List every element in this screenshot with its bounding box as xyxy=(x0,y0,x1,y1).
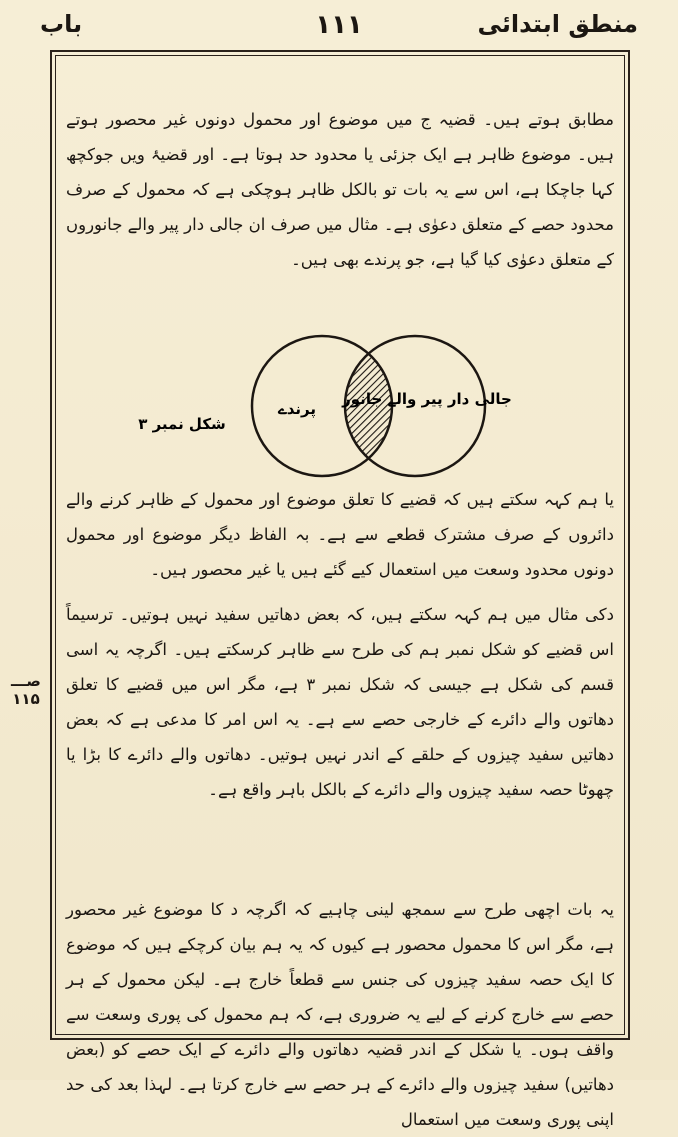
chapter-label: باب xyxy=(40,10,83,38)
paragraph-1 xyxy=(66,102,614,277)
text-frame xyxy=(50,50,630,1129)
paragraph-2 xyxy=(66,482,614,587)
paragraph-text: مطابق ہوتے ہیں۔ قضیہ ج میں موضوع اور محمول دونوں غیر محصور ہوتے ہیں۔ موضوع ظاہر ہے ایک جزئی یا محدود حد ہوتا ہے۔ اور قضیۂ ویں جوکچھ کہا جاچکا ہے، اس سے یہ بات تو بالکل ظاہر ہوچکی ہے کہ محمول کے صرف محدود حصے کے متعلق دعوٰی ہے۔ مثال میں صرف ان جالی دار پیر والے جانوروں کے متعلق دعوٰی کیا گیا ہے، جو پرندے بھی ہیں۔ xyxy=(66,110,614,269)
right-circle-label: جالی دار پیر والے جانور xyxy=(342,390,512,408)
running-title: منطق ابتدائی xyxy=(477,10,638,38)
margin-page-reference: صـــ ۱۱۵ xyxy=(11,672,41,708)
paragraph-text: یہ بات اچھی طرح سے سمجھ لینی چاہیے کہ اگرچہ د کا موضوع غیر محصور ہے، مگر اس کا محمول محصور ہے کیوں کہ یہ ہم بیان کرچکے ہیں کہ موضوع کا ایک حصہ سفید چیزوں کی جنس سے قطعاً خارج ہے۔ لیکن محمول کے ہر حصے سے خارج کرنے کے لیے یہ ضروری ہے، کہ ہم محمول کی پوری وسعت سے واقف ہوں۔ یا شکل کے اندر قضیہ دھاتوں والے دائرے کے ایک حصے کو (بعض دھاتیں) سفید چیزوں والے دائرے کے ہر حصے سے خارج کرتا ہے۔ لہذا بعد کی حد اپنی پوری وسعت میں استعمال xyxy=(66,900,614,1129)
paragraph-3 xyxy=(66,597,614,807)
left-circle-label: پرندے xyxy=(277,400,317,418)
paragraph-4 xyxy=(66,892,614,1137)
page-header xyxy=(40,8,638,46)
paragraph-text: دکی مثال میں ہم کہہ سکتے ہیں، کہ بعض دھاتیں سفید نہیں ہوتیں۔ ترسیماً اس قضیے کو شکل نمبر ہم کی طرح سے ظاہر کرسکتے ہیں۔ اگرچہ یہ اسی قسم کی شکل ہے جیسی کہ شکل نمبر ۳ ہے، مگر اس میں قضیے کا تعلق دھاتوں والے دائرے کے خارجی حصے سے ہے۔ یہ اس امر کا مدعی ہے کہ بعض دھاتیں سفید چیزوں کے حلقے کے اندر نہیں ہوتیں۔ دھاتوں والے دائرے کا بڑا یا چھوٹا حصہ سفید چیزوں والے دائرے کے بالکل باہر واقع ہے۔ xyxy=(66,605,614,799)
page-number: ۱۱۱ xyxy=(315,10,363,40)
figure-caption: شکل نمبر ۳ xyxy=(138,415,226,433)
paragraph-text: یا ہم کہہ سکتے ہیں کہ قضیے کا تعلق موضوع اور محمول کے ظاہر کرنے والے دائروں کے صرف مشترک قطعے سے ہے۔ بہ الفاظ دیگر موضوع اور محمول دونوں محدود وسعت میں استعمال کیے گئے ہیں یا غیر محصور ہیں۔ xyxy=(66,490,614,579)
venn-diagram-figure-3 xyxy=(107,324,547,494)
venn-diagram-svg xyxy=(107,324,547,494)
